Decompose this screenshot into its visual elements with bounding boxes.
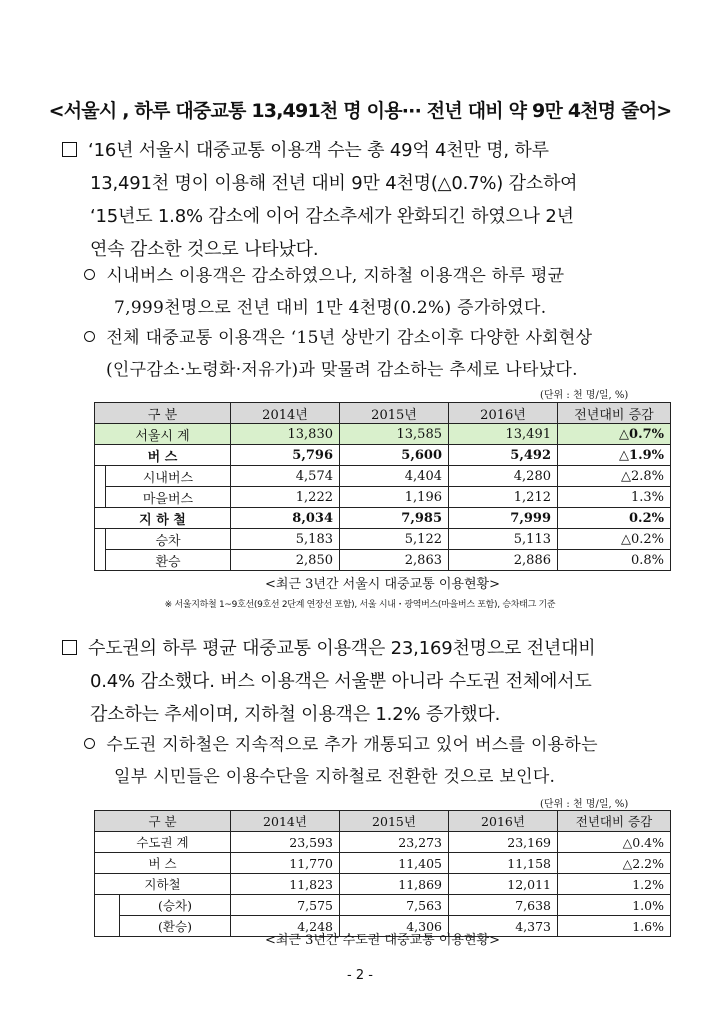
checkbox-square-icon bbox=[62, 640, 77, 655]
section1-paragraph bbox=[62, 134, 682, 266]
table-row: 지하철 11,823 11,869 12,011 1.2% bbox=[95, 874, 671, 895]
circle-bullet-icon bbox=[84, 738, 95, 749]
page-number: - 2 - bbox=[347, 968, 373, 983]
table-row: 승차 5,183 5,122 5,113 △0.2% bbox=[95, 529, 671, 550]
section2-line-3: 감소하는 추세이며, 지하철 이용객은 1.2% 증가했다. bbox=[90, 704, 501, 725]
table1 bbox=[94, 402, 671, 571]
table2-unit: (단위 : 천 명/일, %) bbox=[540, 799, 629, 810]
section2-line-1: 수도권의 하루 평균 대중교통 이용객은 23,169천명으로 전년대비 bbox=[88, 638, 596, 659]
section1-bullet-2 bbox=[84, 322, 684, 386]
s2-bullet-line-2: 일부 시민들은 이용수단을 지하철로 전환한 것으로 보인다. bbox=[114, 767, 556, 787]
table-header: 2015년 bbox=[340, 811, 449, 832]
section1-line-4: 연속 감소한 것으로 나타났다. bbox=[90, 239, 319, 260]
s2-bullet-line-1: 수도권 지하철은 지속적으로 추가 개통되고 있어 버스를 이용하는 bbox=[106, 735, 598, 755]
table-row: (승차) 7,575 7,563 7,638 1.0% bbox=[95, 895, 671, 916]
table2 bbox=[94, 810, 671, 937]
table-row: 서울시 계 13,830 13,585 13,491 △0.7% bbox=[95, 424, 671, 445]
circle-bullet-icon bbox=[84, 269, 95, 280]
section2-line-2: 0.4% 감소했다. 버스 이용객은 서울뿐 아니라 수도권 전체에서도 bbox=[90, 671, 592, 692]
table-row: (환승) 4,248 4,306 4,373 1.6% bbox=[95, 916, 671, 937]
table1-unit: (단위 : 천 명/일, %) bbox=[540, 390, 629, 401]
bullet1-line-2: 7,999천명으로 전년 대비 1만 4천명(0.2%) 증가하였다. bbox=[114, 298, 547, 318]
table-row: 마을버스 1,222 1,196 1,212 1.3% bbox=[95, 487, 671, 508]
bullet1-line-1: 시내버스 이용객은 감소하였으나, 지하철 이용객은 하루 평균 bbox=[106, 266, 565, 286]
table2-caption: <최근 3년간 수도권 대중교통 이용현황> bbox=[265, 933, 500, 948]
table-header: 2016년 bbox=[449, 403, 558, 424]
table-header: 2015년 bbox=[340, 403, 449, 424]
section2-paragraph bbox=[62, 632, 682, 731]
table-row: 수도권 계 23,593 23,273 23,169 △0.4% bbox=[95, 832, 671, 853]
table-header: 전년대비 증감 bbox=[558, 811, 671, 832]
section1-line-3: ‘15년도 1.8% 감소에 이어 감소추세가 완화되긴 하였으나 2년 bbox=[90, 206, 574, 227]
table-row: 환승 2,850 2,863 2,886 0.8% bbox=[95, 550, 671, 571]
table-header: 구 분 bbox=[95, 403, 231, 424]
table1-caption: <최근 3년간 서울시 대중교통 이용현황> bbox=[265, 577, 500, 592]
table-row: 지 하 철 8,034 7,985 7,999 0.2% bbox=[95, 508, 671, 529]
section1-line-2: 13,491천 명이 이용해 전년 대비 9만 4천명(△0.7%) 감소하여 bbox=[90, 173, 578, 194]
table-row: 버 스 11,770 11,405 11,158 △2.2% bbox=[95, 853, 671, 874]
table-header: 전년대비 증감 bbox=[558, 403, 671, 424]
section2-bullet-1 bbox=[84, 729, 684, 793]
bullet2-line-1: 전체 대중교통 이용객은 ‘15년 상반기 감소이후 다양한 사회현상 bbox=[106, 328, 593, 348]
table-header: 구 분 bbox=[95, 811, 231, 832]
table-header: 2016년 bbox=[449, 811, 558, 832]
table-row: 버 스 5,796 5,600 5,492 △1.9% bbox=[95, 445, 671, 466]
page-title: <서울시 , 하루 대중교통 13,491천 명 이용··· 전년 대비 약 9만 4천명 줄어> bbox=[48, 100, 672, 122]
table-row: 시내버스 4,574 4,404 4,280 △2.8% bbox=[95, 466, 671, 487]
circle-bullet-icon bbox=[84, 331, 95, 342]
bullet2-line-2: (인구감소·노령화·저유가)과 맞물려 감소하는 추세로 나타났다. bbox=[106, 360, 578, 380]
section1-bullet-1 bbox=[84, 260, 684, 324]
table1-note: ※ 서울지하철 1~9호선(9호선 2단계 연장선 포함), 서울 시내・광역버스(마을버스 포함), 승차태그 기준 bbox=[164, 600, 556, 610]
table-header: 2014년 bbox=[231, 811, 340, 832]
section1-line-1: ‘16년 서울시 대중교통 이용객 수는 총 49억 4천만 명, 하루 bbox=[88, 140, 549, 161]
checkbox-square-icon bbox=[62, 142, 77, 157]
table-header: 2014년 bbox=[231, 403, 340, 424]
